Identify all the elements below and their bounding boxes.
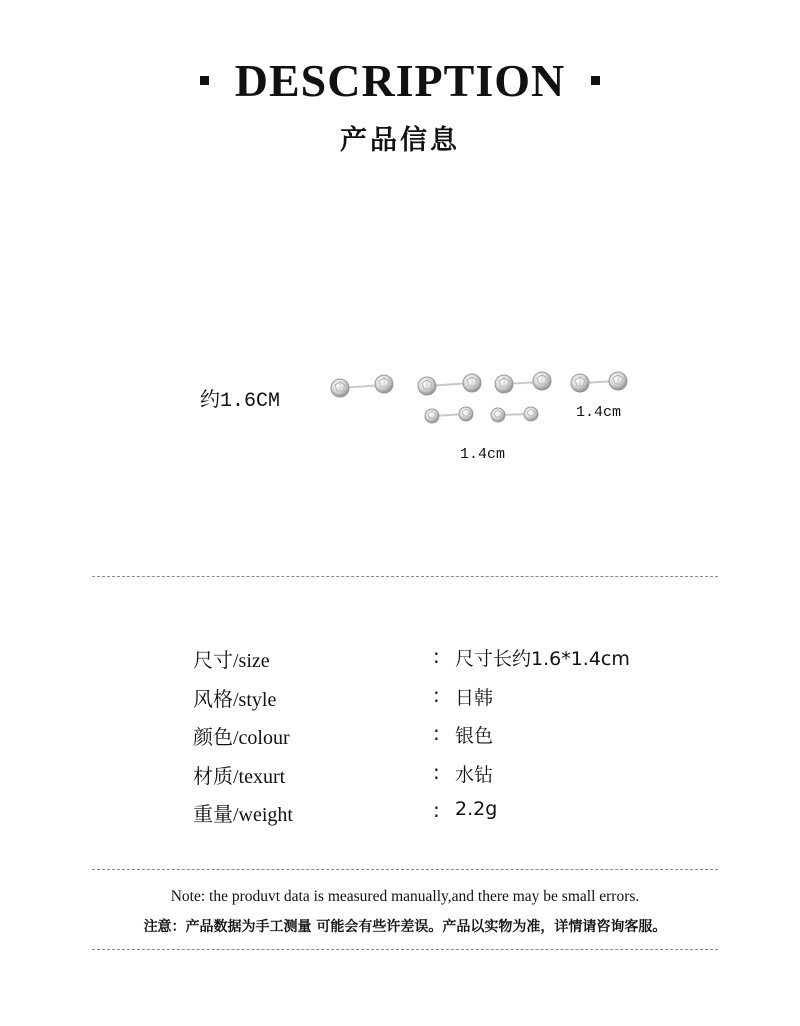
spec-value: 银色	[455, 725, 494, 747]
spec-label: 风格/style	[193, 689, 277, 711]
spec-colon: :	[433, 721, 440, 745]
divider-middle	[92, 869, 718, 870]
spec-label: 材质/texurt	[193, 766, 286, 788]
note-chinese: 注意：产品数据为手工测量 可能会有些许差误。产品以实物为准，详情请咨询客服。	[143, 919, 667, 935]
spec-value: 尺寸长约1.6*1.4cm	[455, 648, 630, 670]
spec-row-weight	[193, 798, 713, 828]
earring-studs-illustration	[0, 0, 800, 480]
note-english: Note: the produvt data is measured manually,and there may be small errors.	[170, 888, 640, 905]
spec-colon: :	[433, 683, 440, 707]
divider-top	[92, 576, 718, 577]
stud-pair-3	[495, 372, 551, 393]
spec-row-texture	[193, 760, 713, 790]
spec-row-size	[193, 644, 713, 674]
spec-row-style	[193, 683, 713, 713]
spec-label: 重量/weight	[193, 804, 293, 826]
size-label-main: 约1.6CM	[200, 390, 281, 413]
page-title: DESCRIPTION	[234, 54, 566, 106]
size-label-right: 1.4cm	[576, 404, 622, 421]
spec-colon: :	[433, 760, 440, 784]
page-subtitle: 产品信息	[340, 125, 460, 156]
stud-pair-6	[491, 407, 538, 422]
spec-row-colour	[193, 721, 713, 751]
spec-label: 颜色/colour	[193, 727, 290, 749]
size-label-bottom: 1.4cm	[460, 446, 506, 463]
spec-label: 尺寸/size	[193, 650, 270, 672]
stud-pair-2	[418, 374, 481, 395]
spec-colon: :	[433, 644, 440, 668]
stud-pair-5	[425, 407, 473, 423]
spec-value: 2.2g	[455, 798, 498, 820]
spec-value: 水钻	[455, 764, 494, 786]
spec-colon: :	[433, 798, 440, 822]
stud-pair-1	[331, 375, 393, 397]
stud-pair-4	[571, 372, 627, 392]
spec-value: 日韩	[455, 687, 494, 709]
divider-bottom	[92, 949, 718, 950]
